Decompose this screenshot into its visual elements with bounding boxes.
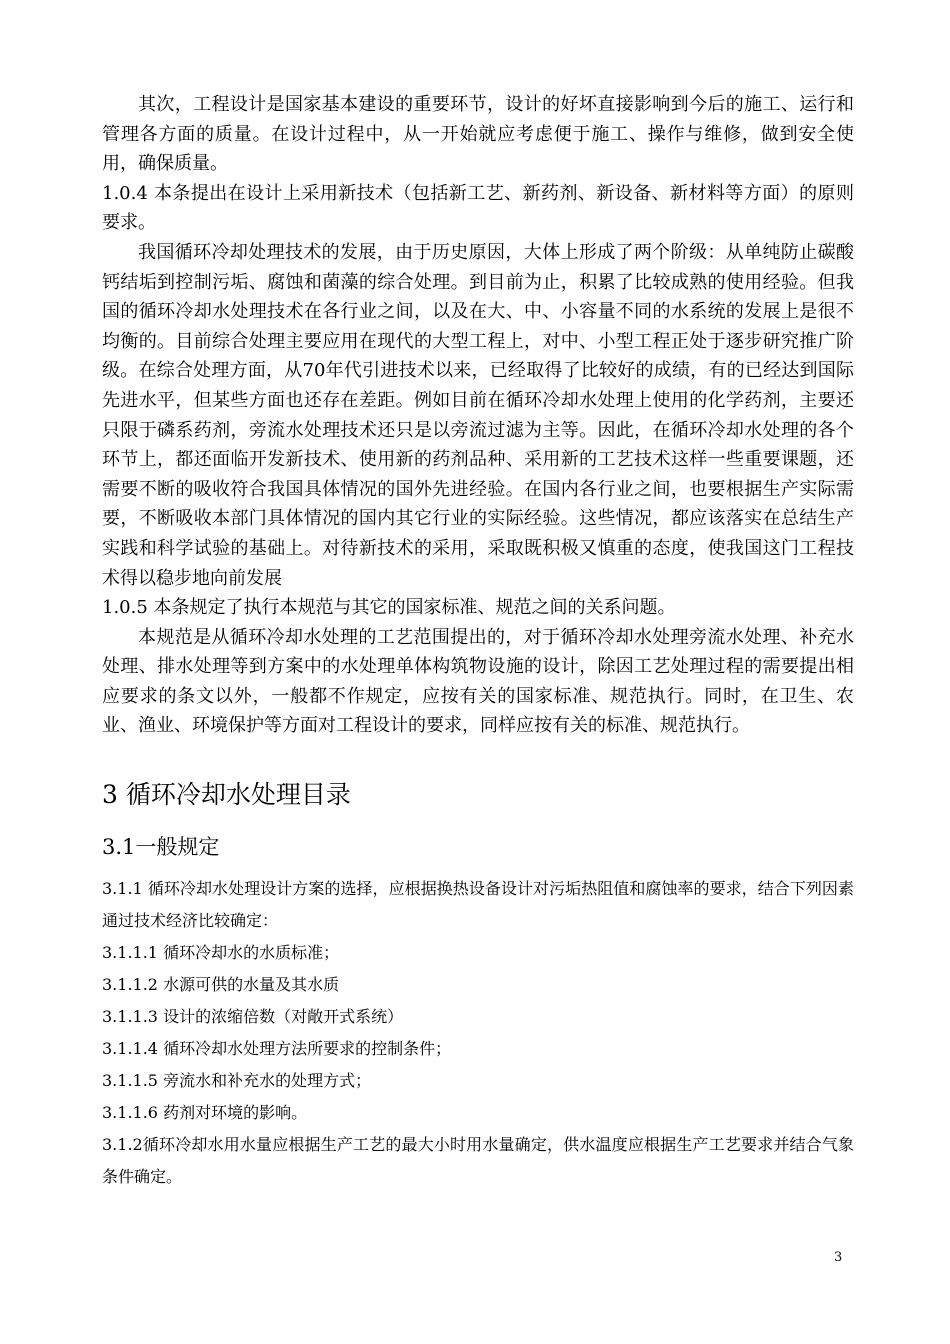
clause-3-1-1-4: 3.1.1.4 循环冷却水处理方法所要求的控制条件； <box>102 1039 452 1059</box>
chapter-heading: 3 循环冷却水处理目录 <box>102 780 351 810</box>
paragraph-design-importance: 其次，工程设计是国家基本建设的重要环节，设计的好坏直接影响到今后的施工、运行和管理各方面的质量。在设计过程中，从一开始就应考虑便于施工、操作与维修，做到安全使用，确保质量。 <box>102 94 854 175</box>
clause-3-1-1: 3.1.1 循环冷却水处理设计方案的选择，应根据换热设备设计对污垢热阻值和腐蚀率的要求，结合下列因素通过技术经济比较确定： <box>102 879 854 931</box>
clause-3-1-1-2: 3.1.1.2 水源可供的水量及其水质 <box>102 975 340 995</box>
clause-3-1-1-1: 3.1.1.1 循环冷却水的水质标准； <box>102 943 340 963</box>
clause-3-1-2: 3.1.2循环冷却水用水量应根据生产工艺的最大小时用水量确定，供水温度应根据生产工艺要求并结合气象条件确定。 <box>102 1135 854 1187</box>
paragraph-scope: 本规范是从循环冷却水处理的工艺范围提出的，对于循环冷却水处理旁流水处理、补充水处理、排水处理等到方案中的水处理单体构筑物设施的设计，除因工艺处理过程的需要提出相应要求的条文以外，一般都不作规定，应按有关的国家标准、规范执行。同时，在卫生、农业、渔业、环境保护等方面对工程设计的要求，同样应按有关的标准、规范执行。 <box>102 626 854 737</box>
clause-list <box>102 873 854 1193</box>
clause-3-1-1-3: 3.1.1.3 设计的浓缩倍数（对敞开式系统） <box>102 1007 404 1027</box>
page-number: 3 <box>834 1250 843 1265</box>
document-body <box>102 90 854 1193</box>
paragraph-technology-development: 我国循环冷却处理技术的发展，由于历史原因，大体上形成了两个阶级：从单纯防止碳酸钙结垢到控制污垢、腐蚀和菌藻的综合处理。到目前为止，积累了比较成熟的使用经验。但我国的循环冷却水处理技术在各行业之间，以及在大、中、小容量不同的水系统的发展上是很不均衡的。目前综合处理主要应用在现代的大型工程上，对中、小型工程正处于逐步研究推广阶级。在综合处理方面，从70年代引进技术以来，已经取得了比较好的成绩，有的已经达到国际先进水平，但某些方面也还存在差距。例如目前在循环冷却水处理上使用的化学药剂，主要还只限于磷系药剂，旁流水处理技术还只是以旁流过滤为主等。因此，在循环冷却水处理的各个环节上，都还面临开发新技术、使用新的药剂品种、采用新的工艺技术这样一些重要课题，还需要不断的吸收符合我国具体情况的国外先进经验。在国内各行业之间，也要根据生产实际需要，不断吸收本部门具体情况的国内其它行业的实际经验。这些情况，都应该落实在总结生产实践和科学试验的基础上。对待新技术的采用，采取既积极又慎重的态度，使我国这门工程技术得以稳步地向前发展 <box>102 241 854 589</box>
clause-3-1-1-5: 3.1.1.5 旁流水和补充水的处理方式； <box>102 1071 372 1091</box>
clause-1-0-4: 1.0.4 本条提出在设计上采用新技术（包括新工艺、新药剂、新设备、新材料等方面）的原则要求。 <box>102 182 854 234</box>
clause-1-0-5: 1.0.5 本条规定了执行本规范与其它的国家标准、规范之间的关系问题。 <box>102 597 676 619</box>
section-heading: 3.1一般规定 <box>102 835 220 860</box>
clause-3-1-1-6: 3.1.1.6 药剂对环境的影响。 <box>102 1103 308 1123</box>
